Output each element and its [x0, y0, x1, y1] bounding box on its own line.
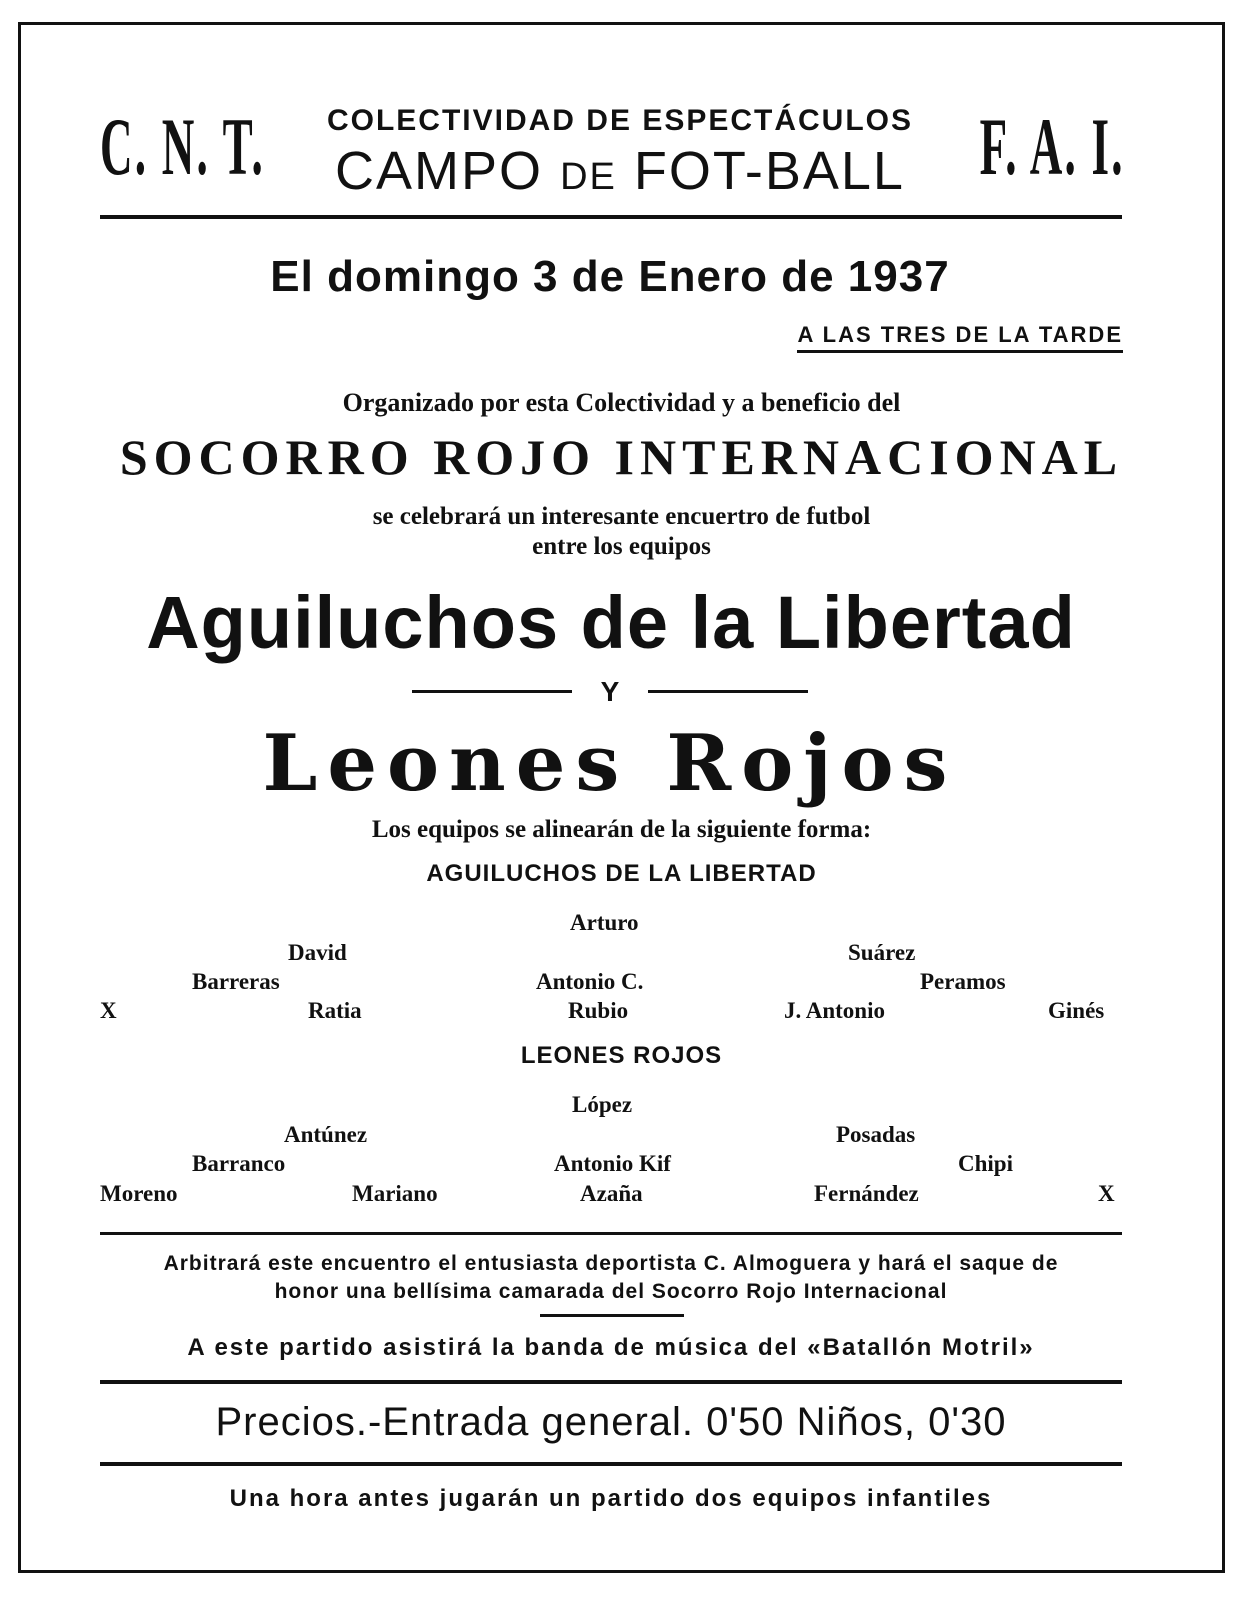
player: Moreno [100, 1181, 178, 1206]
venue-name [290, 140, 950, 202]
player: J. Antonio [784, 998, 885, 1023]
player: Arturo [570, 910, 639, 935]
lineup-bottom-rule [100, 1232, 1122, 1235]
event-line-1: se celebrará un interesante encuertro de futbol [372, 503, 871, 530]
referee-line-2: honor una bellísima camarada del Socorro Rojo Internacional [274, 1280, 948, 1303]
player: Mariano [352, 1181, 438, 1206]
player: Rubio [568, 998, 629, 1023]
lineup-intro: Los equipos se alinearán de la siguiente forma: [371, 816, 872, 843]
player: Ginés [1048, 998, 1105, 1023]
player: Barranco [192, 1151, 286, 1176]
prices-top-rule [100, 1380, 1122, 1384]
player: Azaña [580, 1181, 643, 1206]
player: Peramos [920, 969, 1006, 994]
player: Ratia [308, 998, 362, 1023]
beneficiary: SOCORRO ROJO INTERNACIONAL [119, 429, 1124, 485]
player: Fernández [814, 1181, 919, 1206]
prices: Precios.-Entrada general. 0'50 Niños, 0'30 [215, 1400, 1007, 1444]
bottom-note: Una hora antes jugarán un partido dos equipos infantiles [229, 1485, 993, 1512]
player: X [1098, 1181, 1115, 1206]
referee-line-1: Arbitrará este encuentro el entusiasta deportista C. Almoguera y hará el saque de [163, 1252, 1059, 1275]
fai-title: F. A. I. [979, 101, 1125, 192]
player: Antonio C. [536, 969, 644, 994]
separator-rule-right [648, 690, 808, 693]
prices-bottom-rule [100, 1462, 1122, 1466]
band-note: A este partido asistirá la banda de música del «Batallón Motril» [187, 1334, 1035, 1361]
event-line-2: entre los equipos [532, 533, 711, 560]
player: López [572, 1092, 633, 1117]
venue-main: CAMPO [335, 141, 544, 201]
player: Barreras [192, 969, 280, 994]
cnt-title: C. N. T. [100, 101, 266, 192]
short-divider [540, 1314, 684, 1317]
player: David [288, 940, 347, 965]
player: Posadas [836, 1122, 916, 1147]
team2-header: LEONES ROJOS [520, 1042, 723, 1069]
player: Suárez [848, 940, 916, 965]
team2-title: Leones Rojos [262, 718, 958, 809]
organized-by: Organizado por esta Colectividad y a beneficio del [342, 388, 901, 417]
team-separator: Y [600, 676, 620, 707]
player: Antonio Kif [554, 1151, 671, 1176]
player: Antúnez [284, 1122, 368, 1147]
venue-de: DE [560, 156, 617, 198]
team1-title: Aguiluchos de la Libertad [146, 581, 1076, 664]
venue-end: FOT-BALL [633, 141, 905, 201]
separator-rule-left [412, 690, 572, 693]
event-date: El domingo 3 de Enero de 1937 [270, 252, 950, 301]
team1-header: AGUILUCHOS DE LA LIBERTAD [426, 860, 817, 887]
collective-name: COLECTIVIDAD DE ESPECTÁCULOS [326, 104, 914, 137]
header-rule [100, 215, 1122, 219]
player: X [100, 998, 117, 1023]
player: Chipi [958, 1151, 1013, 1176]
event-time: A LAS TRES DE LA TARDE [797, 322, 1123, 353]
